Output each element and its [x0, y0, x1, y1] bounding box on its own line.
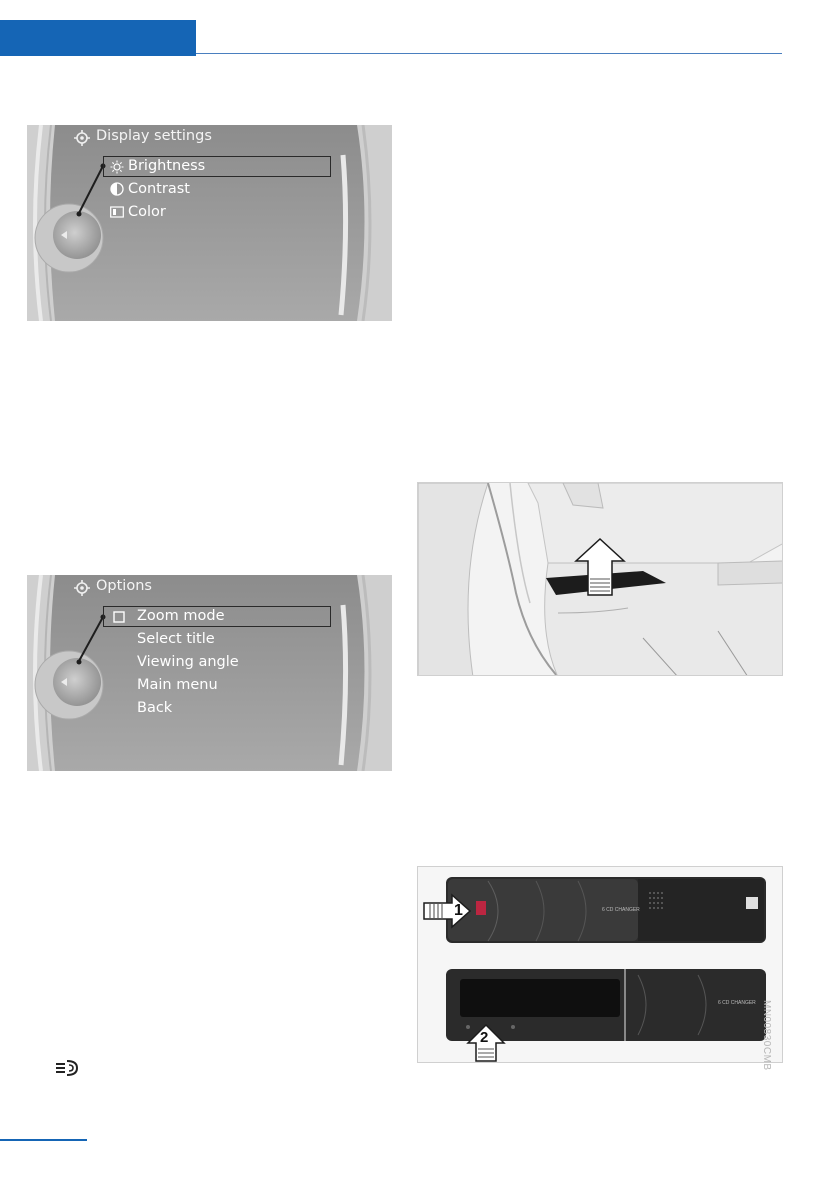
menu-item-color[interactable]: Color — [128, 204, 166, 220]
menu-item-brightness[interactable]: Brightness — [128, 158, 206, 174]
color-swatch-icon — [110, 205, 124, 219]
cd-changer-magazine-image — [417, 866, 783, 1063]
idrive-screen-options — [27, 575, 392, 771]
menu-item-select-title[interactable]: Select title — [137, 631, 215, 647]
screen-title: Display settings — [96, 128, 212, 144]
callout-number-2: 2 — [480, 1029, 489, 1046]
checkbox-icon — [112, 610, 126, 624]
device-label-bottom: 6 CD CHANGER — [718, 1000, 756, 1006]
image-reference-code: MN00830CMB — [761, 1000, 772, 1071]
header-section-tab — [0, 20, 196, 56]
device-label-top: 6 CD CHANGER — [602, 907, 640, 913]
menu-item-zoom-mode[interactable]: Zoom mode — [137, 608, 225, 624]
header-rule — [196, 53, 782, 54]
settings-gear-icon — [73, 129, 91, 147]
menu-item-back[interactable]: Back — [137, 700, 173, 716]
screen-title: Options — [96, 578, 152, 594]
idrive-screen-display-settings — [27, 125, 392, 321]
half-circle-icon — [110, 182, 124, 196]
menu-item-main-menu[interactable]: Main menu — [137, 677, 218, 693]
menu-item-viewing-angle[interactable]: Viewing angle — [137, 654, 239, 670]
settings-gear-icon — [73, 579, 91, 597]
menu-item-contrast[interactable]: Contrast — [128, 181, 190, 197]
footer-rule — [0, 1139, 87, 1141]
callout-number-1: 1 — [454, 902, 463, 919]
sun-icon — [110, 160, 124, 174]
voice-control-icon — [55, 1058, 83, 1078]
trunk-compartment-image — [417, 482, 783, 676]
